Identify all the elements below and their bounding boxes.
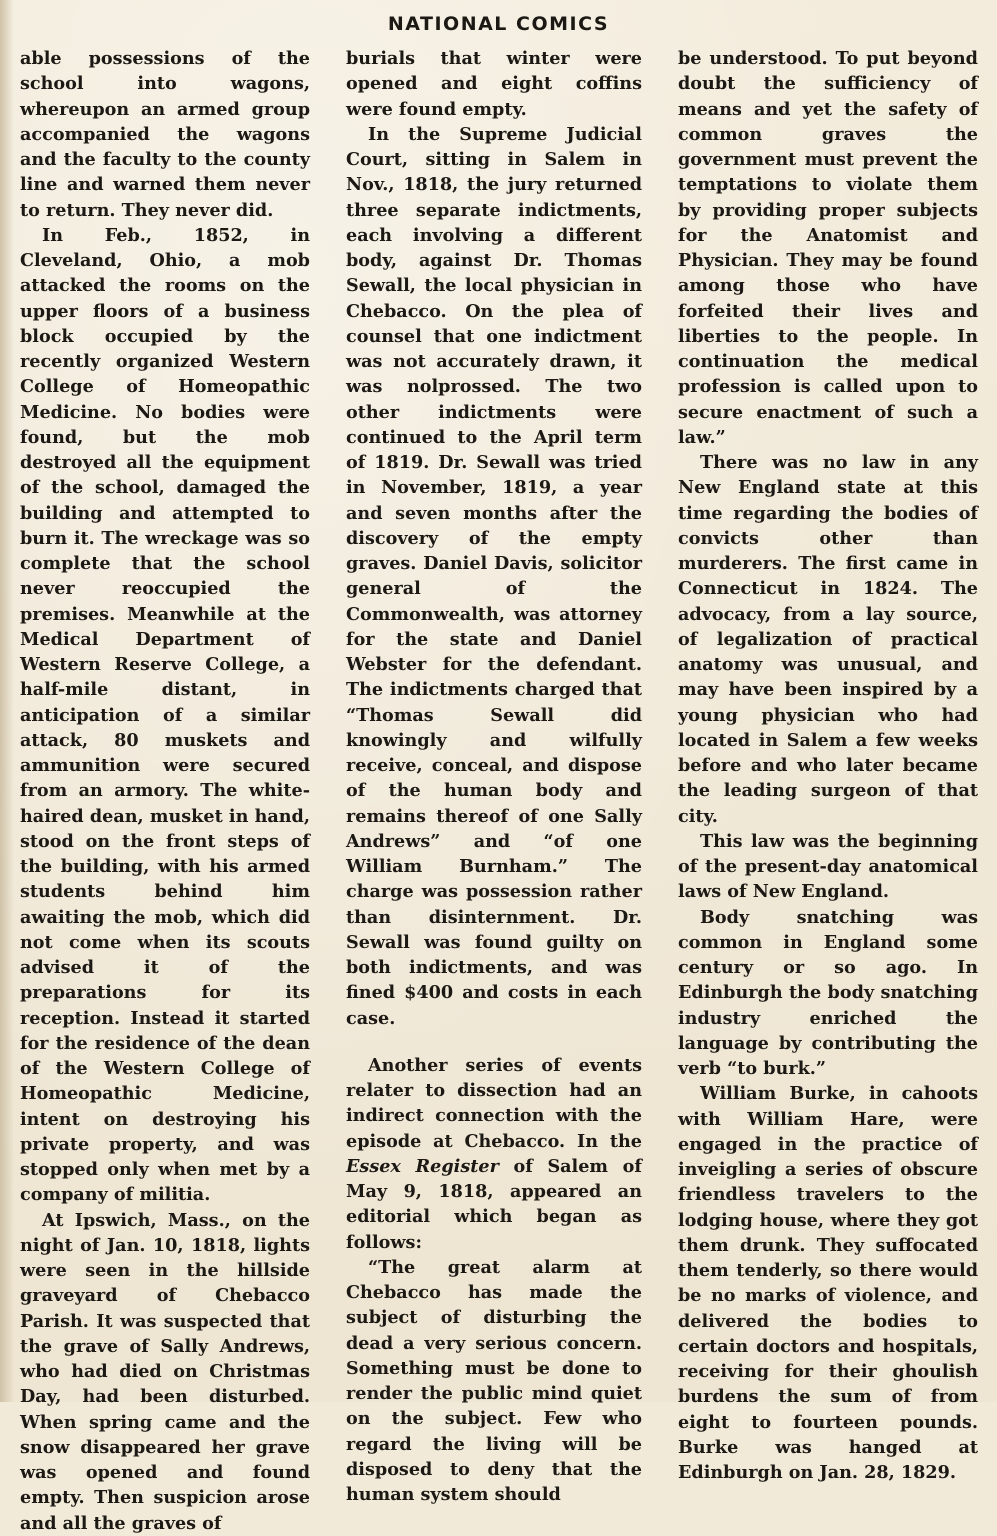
paragraph: Body snatching was common in England some century or so ago. In Edinburgh the body snatching industry enriched the language by contributing the verb “to burk.” (678, 906, 978, 1079)
column-2 (346, 46, 642, 1507)
paragraph: In the Supreme Judicial Court, sitting in Salem in Nov., 1818, the jury returned three separate indictments, each involving a different body, against Dr. Thomas Sewall, the local physician in Chebacco. On the plea of counsel that one indictment was not accurately drawn, it was nolprossed. The two other indictments were continued to the April term of 1819. Dr. Sewall was tried in November, 1819, a year and seven months after the discovery of the empty graves. Daniel Davis, solicitor general of the Commonwealth, was attorney for the state and Daniel Webster for the defendant. The indictments charged that “Thomas Sewall did knowingly and wilfully receive, conceal, and dispose of the human body and remains thereof of one Sally Andrews” and “of one William Burnham.” The charge was possession rather than disinternment. Dr. Sewall was found guilty on both indictments, and was fined $400 and costs in each case. (346, 123, 642, 1029)
paragraph: be understood. To put beyond doubt the sufficiency of means and yet the safety of common graves the government must prevent the temptations to violate them by providing proper subjects for the Anatomist and Physician. They may be found among those who have forfeited their lives and liberties to the people. In continuation the medical profession is called upon to secure enactment of such a law.” (678, 48, 978, 448)
text-run: Another series of events relater to dissection had an indirect connection with the episode at Chebacco. In the (346, 1054, 642, 1152)
paragraph: able possessions of the school into wagons, whereupon an armed group accompanied the wagons and the faculty to the county line and warned them never to return. They never did. (20, 48, 310, 221)
text-run: of Salem of May 9, 1818, appeared an editorial which began as follows: (346, 1155, 642, 1253)
paragraph: William Burke, in cahoots with William Hare, were engaged in the practice of inveigling a series of obscure friendless travelers to the lodging house, where they got them drunk. They suffocated them tenderly, so there would be no marks of violence, and delivered the bodies to certain doctors and hospitals, receiving for their ghoulish burdens the sum of from eight to fourteen pounds. Burke was hanged at Edinburgh on Jan. 28, 1829. (678, 1083, 978, 1483)
paragraph: This law was the beginning of the present-day anatomical laws of New England. (678, 830, 978, 903)
column-3 (678, 46, 978, 1485)
page-header: NATIONAL COMICS (387, 13, 610, 35)
paragraph: burials that winter were opened and eight coffins were found empty. (346, 48, 642, 120)
publication-title: Essex Register (346, 1155, 499, 1177)
column-1 (20, 46, 310, 1536)
paragraph: There was no law in any New England state at this time regarding the bodies of convicts other than murderers. The first came in Connecticut in 1824. The advocacy, from a lay source, of legalization of practical anatomy was unusual, and may have been inspired by a young physician who had located in Salem a few weeks before and who later became the leading surgeon of that city. (678, 452, 978, 827)
page-binding-edge (0, 0, 14, 1402)
paragraph: In Feb., 1852, in Cleveland, Ohio, a mob attacked the rooms on the upper floors of a business block occupied by the recently organized Western College of Homeopathic Medicine. No bodies were found, but the mob destroyed all the equipment of the school, damaged the building and attempted to burn it. The wreckage was so complete that the school never reoccupied the premises. Meanwhile at the Medical Department of Western Reserve College, a half-mile distant, in anticipation of a similar attack, 80 muskets and ammunition were secured from an armory. The white-haired dean, musket in hand, stood on the front steps of the building, with his armed students behind him awaiting the mob, which did not come when its scouts advised it of the preparations for its reception. Instead it started for the residence of the dean of the Western College of Homeopathic Medicine, intent on destroying his private property, and was stopped only when met by a company of militia. (20, 224, 310, 1206)
paragraph: At Ipswich, Mass., on the night of Jan. 10, 1818, lights were seen in the hillside graveyard of Chebacco Parish. It was suspected that the grave of Sally Andrews, who had died on Christmas Day, had been disturbed. When spring came and the snow disappeared her grave was opened and found empty. Then suspicion arose and all the graves of (20, 1209, 310, 1534)
quotation-paragraph: “The great alarm at Chebacco has made the subject of disturbing the dead a very serious concern. Something must be done to render the public mind quiet on the subject. Few who regard the living will be disposed to deny that the human system should (346, 1256, 642, 1505)
paragraph-with-title (346, 1053, 642, 1255)
